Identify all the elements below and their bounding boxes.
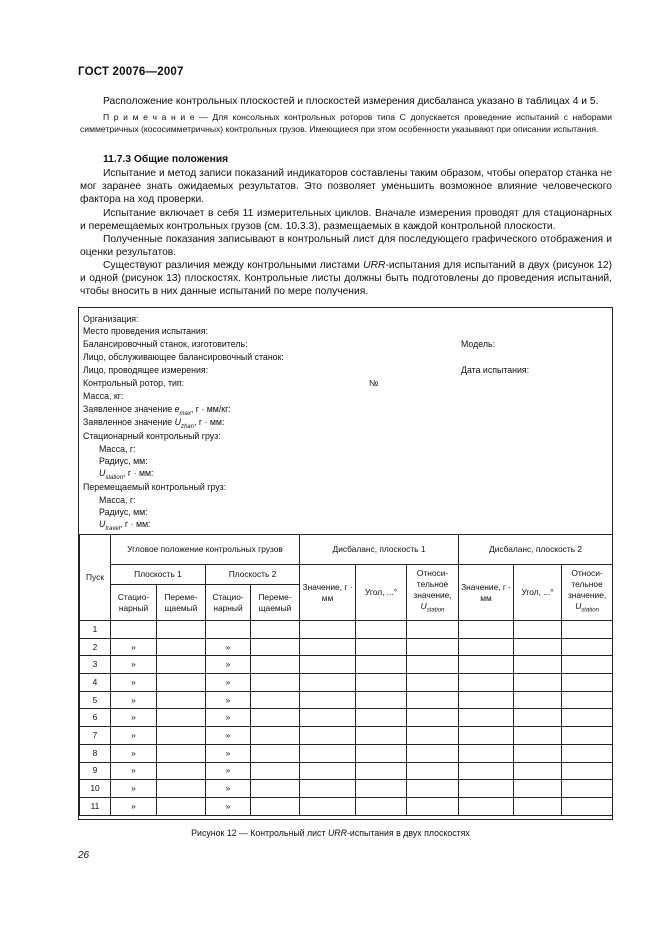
- section-title: 11.7.3 Общие положения: [103, 154, 229, 165]
- empty-cell: [407, 674, 459, 692]
- empty-cell: [157, 727, 206, 745]
- empty-cell: [356, 797, 407, 815]
- empty-cell: [562, 638, 613, 656]
- empty-cell: [300, 727, 356, 745]
- empty-cell: [251, 727, 300, 745]
- empty-cell: [157, 674, 206, 692]
- empty-cell: [300, 709, 356, 727]
- movable-u-label: $U_{travel}$, г · мм:: [99, 519, 151, 532]
- stationary-p1-cell: »: [111, 780, 157, 798]
- empty-cell: [459, 762, 514, 780]
- empty-cell: [459, 780, 514, 798]
- empty-cell: [157, 744, 206, 762]
- empty-cell: [407, 709, 459, 727]
- empty-cell: [251, 744, 300, 762]
- stationary-radius-label: Радиус, мм:: [99, 456, 148, 466]
- run-number: 4: [80, 674, 111, 692]
- paragraph-tables: Расположение контрольных плоскостей и плоскостей измерения дисбаланса указано в таблицах 4 и 5.: [103, 96, 599, 107]
- empty-cell: [356, 727, 407, 745]
- stationary-mass-label: Масса, г:: [99, 444, 136, 454]
- stationary-p2-cell: »: [206, 762, 251, 780]
- empty-cell: [300, 744, 356, 762]
- empty-cell: [157, 780, 206, 798]
- stationary-p2-cell: »: [206, 656, 251, 674]
- empty-cell: [300, 621, 356, 639]
- empty-cell: [157, 762, 206, 780]
- header-movable-p2: Переме- щаемый: [251, 585, 300, 621]
- empty-cell: [356, 638, 407, 656]
- empty-cell: [562, 621, 613, 639]
- table-row: [80, 744, 613, 762]
- empty-cell: [562, 691, 613, 709]
- empty-cell: [300, 797, 356, 815]
- header-angle-p1: Угол, ...°: [356, 565, 407, 621]
- empty-cell: [459, 638, 514, 656]
- empty-cell: [407, 621, 459, 639]
- paragraph-records: Полученные показания записывают в контрольный лист для последующего графического отображения и оценки результатов.: [80, 234, 612, 258]
- stationary-p1-cell: »: [111, 691, 157, 709]
- empty-cell: [157, 656, 206, 674]
- run-number: 2: [80, 638, 111, 656]
- document-header: ГОСТ 20076—2007: [78, 66, 184, 78]
- header-relative-p1: Относи- тельное значение, $U_{station}$: [407, 565, 459, 621]
- emax-label: Заявленное значение $e_{max}$, г · мм/кг:: [83, 404, 231, 417]
- empty-cell: [356, 691, 407, 709]
- empty-cell: [459, 674, 514, 692]
- stationary-p2-cell: »: [206, 674, 251, 692]
- empty-cell: [300, 674, 356, 692]
- header-relative-p2: Относи- тельное значение, $U_{station}$: [562, 565, 613, 621]
- empty-cell: [514, 762, 562, 780]
- stationary-p1-cell: »: [111, 656, 157, 674]
- run-number: 3: [80, 656, 111, 674]
- empty-cell: [562, 727, 613, 745]
- empty-cell: [251, 621, 300, 639]
- movable-weight-label: Перемещаемый контрольный груз:: [83, 482, 227, 492]
- note-paragraph: П р и м е ч а н и е — Для консольных контрольных роторов типа С допускается проведение испытаний с наборами симметричных (кососимметричных) контрольных грузов. Имеющиеся при этом особенности указывают при описании испытания.: [80, 112, 612, 134]
- empty-cell: [356, 709, 407, 727]
- empty-cell: [407, 797, 459, 815]
- servicer-label: Лицо, обслуживающее балансировочный станок:: [83, 352, 284, 362]
- stationary-p2-cell: [206, 621, 251, 639]
- model-label: Модель:: [461, 339, 496, 349]
- stationary-p1-cell: »: [111, 762, 157, 780]
- empty-cell: [514, 797, 562, 815]
- empty-cell: [562, 762, 613, 780]
- empty-cell: [157, 621, 206, 639]
- mass-label: Масса, кг:: [83, 391, 124, 401]
- figure-caption: Рисунок 12 — Контрольный лист URR-испытания в двух плоскостях: [191, 828, 470, 838]
- empty-cell: [251, 780, 300, 798]
- empty-cell: [300, 691, 356, 709]
- empty-cell: [251, 797, 300, 815]
- empty-cell: [514, 727, 562, 745]
- empty-cell: [251, 674, 300, 692]
- run-number: 1: [80, 621, 111, 639]
- header-value-p2: Значение, г · мм: [459, 565, 514, 621]
- run-number: 10: [80, 780, 111, 798]
- empty-cell: [514, 744, 562, 762]
- header-angle-p2: Угол, ...°: [514, 565, 562, 621]
- header-plane2: Плоскость 2: [206, 565, 300, 585]
- table-row: [80, 780, 613, 798]
- empty-cell: [300, 638, 356, 656]
- empty-cell: [459, 727, 514, 745]
- header-movable-p1: Переме- щаемый: [157, 585, 206, 621]
- paragraph-cycles: Испытание включает в себя 11 измерительных циклов. Вначале измерения проводят для стационарных и перемещаемых контрольных грузов (см. 10.3.3), размещаемых в каждой контрольной плоскости.: [80, 208, 612, 232]
- stationary-weight-label: Стационарный контрольный груз:: [83, 431, 221, 441]
- paragraph-method: Испытание и метод записи показаний индикаторов составлены таким образом, чтобы оператор станка не мог заранее знать ожидаемых результатов. Это позволяет уменьшить возможное влияние человеческого фактора на ход проверки.: [80, 168, 612, 205]
- empty-cell: [459, 691, 514, 709]
- header-imbalance-plane2: Дисбаланс, плоскость 2: [459, 535, 613, 565]
- header-imbalance-plane1: Дисбаланс, плоскость 1: [300, 535, 459, 565]
- empty-cell: [459, 656, 514, 674]
- empty-cell: [356, 621, 407, 639]
- table-row: [80, 727, 613, 745]
- empty-cell: [562, 674, 613, 692]
- stationary-p2-cell: »: [206, 638, 251, 656]
- empty-cell: [562, 744, 613, 762]
- machine-label: Балансировочный станок, изготовитель:: [83, 339, 248, 349]
- empty-cell: [251, 691, 300, 709]
- empty-cell: [562, 797, 613, 815]
- empty-cell: [300, 656, 356, 674]
- stationary-p2-cell: »: [206, 709, 251, 727]
- stationary-p2-cell: »: [206, 780, 251, 798]
- stationary-p1-cell: [111, 621, 157, 639]
- number-label: №: [369, 378, 379, 388]
- empty-cell: [157, 709, 206, 727]
- table-row: [80, 674, 613, 692]
- empty-cell: [514, 638, 562, 656]
- empty-cell: [157, 691, 206, 709]
- empty-cell: [459, 744, 514, 762]
- empty-cell: [251, 762, 300, 780]
- empty-cell: [514, 709, 562, 727]
- empty-cell: [514, 674, 562, 692]
- measurer-label: Лицо, проводящее измерения:: [83, 365, 209, 375]
- empty-cell: [514, 656, 562, 674]
- test-date-label: Дата испытания:: [461, 365, 530, 375]
- table-row: [80, 638, 613, 656]
- table-row: [80, 656, 613, 674]
- empty-cell: [251, 709, 300, 727]
- rotor-label: Контрольный ротор, тип:: [83, 378, 185, 388]
- control-sheet-form: [78, 307, 613, 820]
- empty-cell: [514, 621, 562, 639]
- stationary-p2-cell: »: [206, 727, 251, 745]
- empty-cell: [407, 691, 459, 709]
- header-start: Пуск: [80, 535, 111, 621]
- place-label: Место проведения испытания:: [83, 326, 209, 336]
- run-number: 5: [80, 691, 111, 709]
- stationary-p1-cell: »: [111, 638, 157, 656]
- empty-cell: [251, 656, 300, 674]
- empty-cell: [407, 638, 459, 656]
- run-number: 8: [80, 744, 111, 762]
- empty-cell: [157, 797, 206, 815]
- empty-cell: [514, 691, 562, 709]
- measurement-table: [79, 534, 613, 816]
- table-row: [80, 709, 613, 727]
- stationary-p1-cell: »: [111, 727, 157, 745]
- empty-cell: [157, 638, 206, 656]
- movable-mass-label: Масса, г:: [99, 495, 136, 505]
- run-number: 11: [80, 797, 111, 815]
- stationary-p1-cell: »: [111, 709, 157, 727]
- stationary-p1-cell: »: [111, 744, 157, 762]
- run-number: 7: [80, 727, 111, 745]
- empty-cell: [407, 762, 459, 780]
- empty-cell: [300, 780, 356, 798]
- stationary-p1-cell: »: [111, 674, 157, 692]
- paragraph-differences: Существуют различия между контрольными листами URR-испытания для испытаний в двух (рисунок 12) и одной (рисунок 13) плоскостях. Контрольные листы должны быть подготовлены до проведения испытаний, чтобы вносить в них данные испытаний по мере получения.: [80, 260, 612, 297]
- header-value-p1: Значение, г · мм: [300, 565, 356, 621]
- empty-cell: [459, 621, 514, 639]
- stationary-p2-cell: »: [206, 797, 251, 815]
- empty-cell: [459, 797, 514, 815]
- empty-cell: [514, 780, 562, 798]
- table-row: [80, 762, 613, 780]
- run-number: 6: [80, 709, 111, 727]
- empty-cell: [356, 674, 407, 692]
- header-angular-position: Угловое положение контрольных грузов: [111, 535, 300, 565]
- stationary-p1-cell: »: [111, 797, 157, 815]
- empty-cell: [407, 744, 459, 762]
- header-stationary-p1: Стацио- нарный: [111, 585, 157, 621]
- table-row: [80, 691, 613, 709]
- umax-label: Заявленное значение $U_{zhan}$, г · мм:: [83, 417, 225, 430]
- empty-cell: [407, 780, 459, 798]
- empty-cell: [562, 709, 613, 727]
- stationary-p2-cell: »: [206, 744, 251, 762]
- empty-cell: [562, 780, 613, 798]
- stationary-p2-cell: »: [206, 691, 251, 709]
- empty-cell: [562, 656, 613, 674]
- header-plane1: Плоскость 1: [111, 565, 206, 585]
- page-number: 26: [78, 850, 90, 861]
- table-row: [80, 621, 613, 639]
- org-label: Организация:: [83, 314, 139, 324]
- stationary-u-label: $U_{station}$, г · мм:: [99, 468, 154, 481]
- empty-cell: [300, 762, 356, 780]
- empty-cell: [356, 744, 407, 762]
- empty-cell: [459, 709, 514, 727]
- empty-cell: [407, 656, 459, 674]
- table-row: [80, 797, 613, 815]
- run-number: 9: [80, 762, 111, 780]
- header-stationary-p2: Стацио- нарный: [206, 585, 251, 621]
- empty-cell: [407, 727, 459, 745]
- movable-radius-label: Радиус, мм:: [99, 507, 148, 517]
- empty-cell: [251, 638, 300, 656]
- empty-cell: [356, 780, 407, 798]
- empty-cell: [356, 656, 407, 674]
- empty-cell: [356, 762, 407, 780]
